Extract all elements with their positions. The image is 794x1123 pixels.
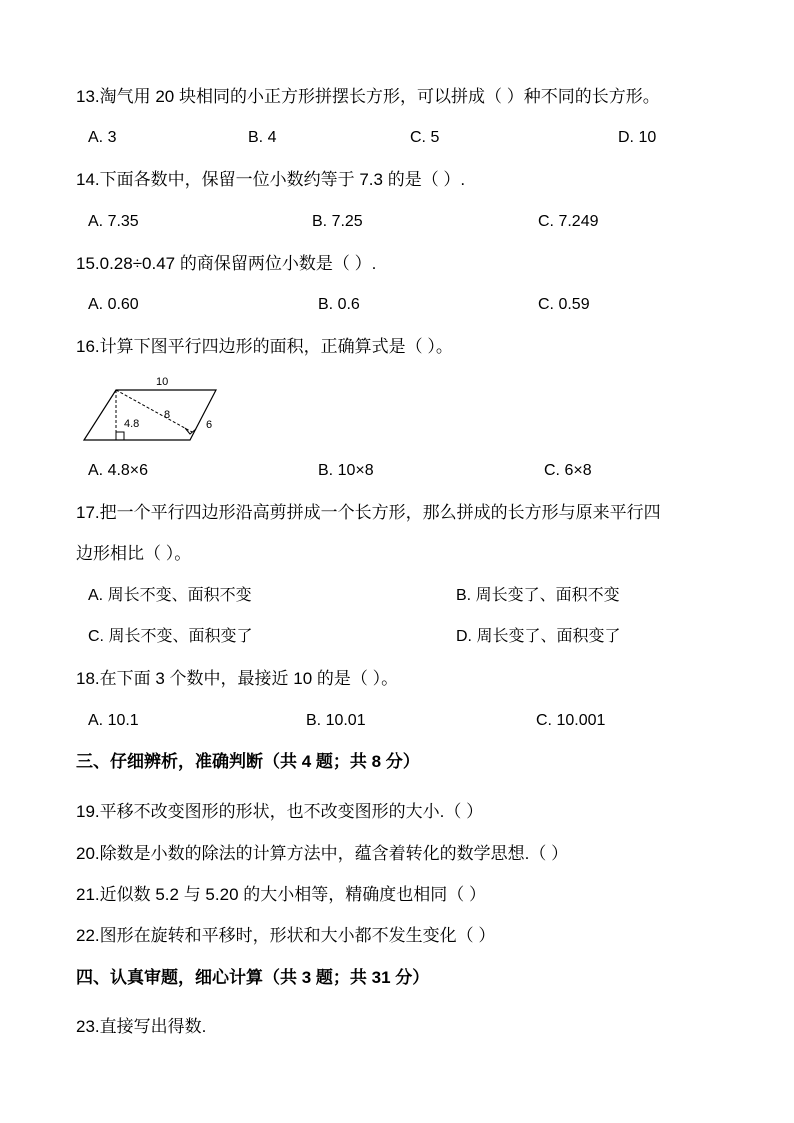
question-22: 22.图形在旋转和平移时，形状和大小都不发生变化（ ） — [76, 926, 496, 945]
q17-option-b: B. 周长变了、面积不变 — [456, 587, 620, 604]
question-17-line-2: 边形相比（ ）。 — [76, 544, 192, 563]
question-19: 19.平移不改变图形的形状，也不改变图形的大小.（ ） — [76, 802, 484, 821]
label-slant: 8 — [164, 409, 171, 421]
q14-option-a: A. 7.35 — [88, 213, 139, 230]
question-16: 16.计算下图平行四边形的面积，正确算式是（ ）。 — [76, 337, 453, 356]
q17-option-d: D. 周长变了、面积变了 — [456, 628, 621, 645]
q18-option-a: A. 10.1 — [88, 712, 139, 729]
q16-option-a: A. 4.8×6 — [88, 462, 149, 479]
question-18: 18.在下面 3 个数中，最接近 10 的是（ ）。 — [76, 669, 399, 688]
q16-option-c: C. 6×8 — [544, 462, 592, 479]
section-3-title: 三、仔细辨析，准确判断（共 4 题；共 8 分） — [76, 752, 420, 771]
parallelogram-shape — [84, 390, 216, 440]
section-4-title: 四、认真审题，细心计算（共 3 题；共 31 分） — [76, 968, 430, 987]
q17-option-a: A. 周长不变、面积不变 — [88, 587, 252, 604]
question-14: 14.下面各数中，保留一位小数约等于 7.3 的是（ ）. — [76, 170, 466, 189]
question-15: 15.0.28÷0.47 的商保留两位小数是（ ）. — [76, 254, 377, 273]
q17-option-c: C. 周长不变、面积变了 — [88, 628, 253, 645]
q18-option-b: B. 10.01 — [306, 712, 366, 729]
question-13: 13.淘气用 20 块相同的小正方形拼摆长方形，可以拼成（ ）种不同的长方形。 — [76, 87, 660, 106]
question-20: 20.除数是小数的除法的计算方法中，蕴含着转化的数学思想.（ ） — [76, 844, 569, 863]
q16-option-b: B. 10×8 — [318, 462, 374, 479]
label-height: 4.8 — [124, 418, 140, 430]
q14-option-b: B. 7.25 — [312, 213, 363, 230]
q13-option-c: C. 5 — [410, 129, 440, 146]
parallelogram-figure — [80, 368, 230, 448]
question-17-line-1: 17.把一个平行四边形沿高剪拼成一个长方形，那么拼成的长方形与原来平行四 — [76, 503, 661, 522]
q13-option-a: A. 3 — [88, 129, 117, 146]
label-side: 6 — [206, 419, 213, 431]
right-angle-mark — [116, 432, 124, 440]
q15-option-c: C. 0.59 — [538, 296, 590, 313]
q15-option-b: B. 0.6 — [318, 296, 360, 313]
q18-option-c: C. 10.001 — [536, 712, 606, 729]
q13-option-d: D. 10 — [618, 129, 657, 146]
q14-option-c: C. 7.249 — [538, 213, 599, 230]
q15-option-a: A. 0.60 — [88, 296, 139, 313]
question-23: 23.直接写出得数. — [76, 1017, 207, 1036]
label-top: 10 — [156, 376, 169, 388]
q13-option-b: B. 4 — [248, 129, 277, 146]
question-21: 21.近似数 5.2 与 5.20 的大小相等，精确度也相同（ ） — [76, 885, 486, 904]
